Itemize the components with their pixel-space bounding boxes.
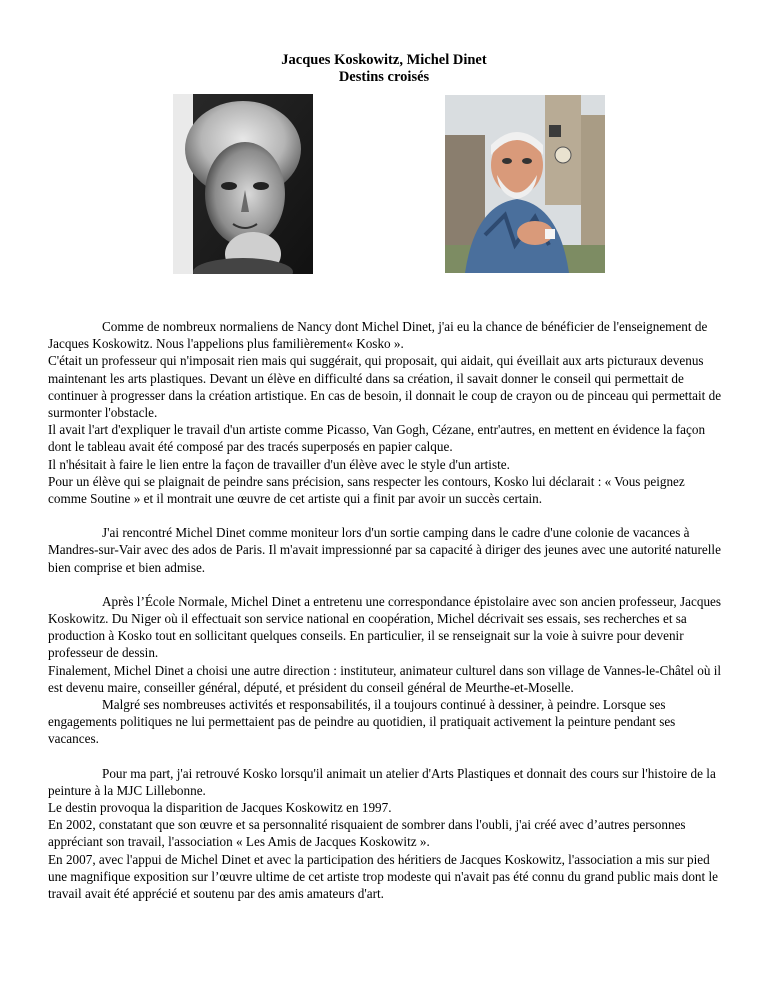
paragraph-1-line-3: Il avait l'art d'expliquer le travail d'un artiste comme Picasso, Van Gogh, Cézane, entr'autres, en mettent en évidence la façon dont le tableau avait été composé par des tracés superposés en papier calque. — [48, 422, 706, 455]
paragraph-1-line-4: Il n'hésitait à faire le lien entre la façon de travailler d'un élève avec le style d'un artiste. — [48, 456, 510, 472]
portrait-dinet-image — [445, 95, 605, 273]
paragraph-2: J'ai rencontré Michel Dinet comme moniteur lors d'un sortie camping dans le cadre d'une colonie de vacances à Mandres-sur-Vair avec des ados de Paris. Il m'avait impressionné par sa capacité à diriger des jeunes avec une autorité naturelle bien comprise et bien admise. — [48, 525, 721, 575]
portrait-koskowitz — [173, 94, 313, 274]
paragraph-4-line-1: Pour ma part, j'ai retrouvé Kosko lorsqu'il animait un atelier d'Arts Plastiques et donnait des cours sur l'histoire de la peinture à la MJC Lillebonne. — [48, 765, 716, 798]
portrait-dinet — [445, 95, 605, 273]
article-body — [48, 318, 724, 902]
paragraph-4-line-4: En 2007, avec l'appui de Michel Dinet et avec la participation des héritiers de Jacques Koskowitz, l'association a mis sur pied une magnifique exposition sur l’œuvre ultime de cet artiste trop modeste qui n'avait pas été connu du grand public mais dont le travail avait été apprécié et soutenu par des amis amateurs d'art. — [48, 851, 719, 902]
document-title — [0, 52, 768, 86]
paragraph-1-line-2: C'était un professeur qui n'imposait rien mais qui suggérait, qui proposait, qui aidait, qui éveillait aux arts picturaux devenus maintenant les arts plastiques. Devant un élève en difficulté dans sa création, il savait donner le conseil qui permettait de continuer à progresser dans la création artistique. En cas de besoin, il donnait le coup de crayon ou de pinceau qui permettait de surmonter l'obstacle. — [48, 353, 722, 421]
paragraph-3-line-3: Malgré ses nombreuses activités et responsabilités, il a toujours continué à dessiner, à peindre. Lorsque ses engagements politiques ne lui permettaient pas de peindre au quotidien, il pratiquait activement la peinture pendant ses vacances. — [48, 697, 676, 747]
paragraph-3-line-1: Après l’École Normale, Michel Dinet a entretenu une correspondance épistolaire avec son ancien professeur, Jacques Koskowitz. Du Niger où il effectuait son service national en coopération, Michel décrivait ses essais, ses recherches et sa production à Kosko tout en sollicitant quelques conseils. En particulier, il se renseignait sur la voie à suivre pour devenir professeur de dessin. — [48, 593, 722, 661]
portrait-koskowitz-image — [173, 94, 313, 274]
paragraph-3-line-2: Finalement, Michel Dinet a choisi une autre direction : instituteur, animateur culturel dans son village de Vannes-le-Châtel où il est devenu maire, conseiller général, député, et président du conseil général de Meurthe-et-Moselle. — [48, 662, 722, 695]
paragraph-4-line-2: Le destin provoqua la disparition de Jacques Koskowitz en 1997. — [48, 800, 392, 816]
title-line-1: Jacques Koskowitz, Michel Dinet — [281, 52, 487, 68]
paragraph-1-line-1: Comme de nombreux normaliens de Nancy dont Michel Dinet, j'ai eu la chance de bénéficier de l'enseignement de Jacques Koskowitz. Nous l'appelions plus familièrement« Kosko ». — [48, 319, 708, 352]
paragraph-4-line-3: En 2002, constatant que son œuvre et sa personnalité risquaient de sombrer dans l'oubli, j'ai créé avec d’autres personnes appréciant son travail, l'association « Les Amis de Jacques Koskowitz ». — [48, 817, 686, 850]
title-line-2: Destins croisés — [338, 69, 430, 85]
paragraph-1-line-5: Pour un élève qui se plaignait de peindre sans précision, sans respecter les contours, Kosko lui déclarait : « Vous peignez comme Soutine » et il montrait une œuvre de cet artiste qui a finit par avoir un succès certain. — [48, 473, 685, 507]
